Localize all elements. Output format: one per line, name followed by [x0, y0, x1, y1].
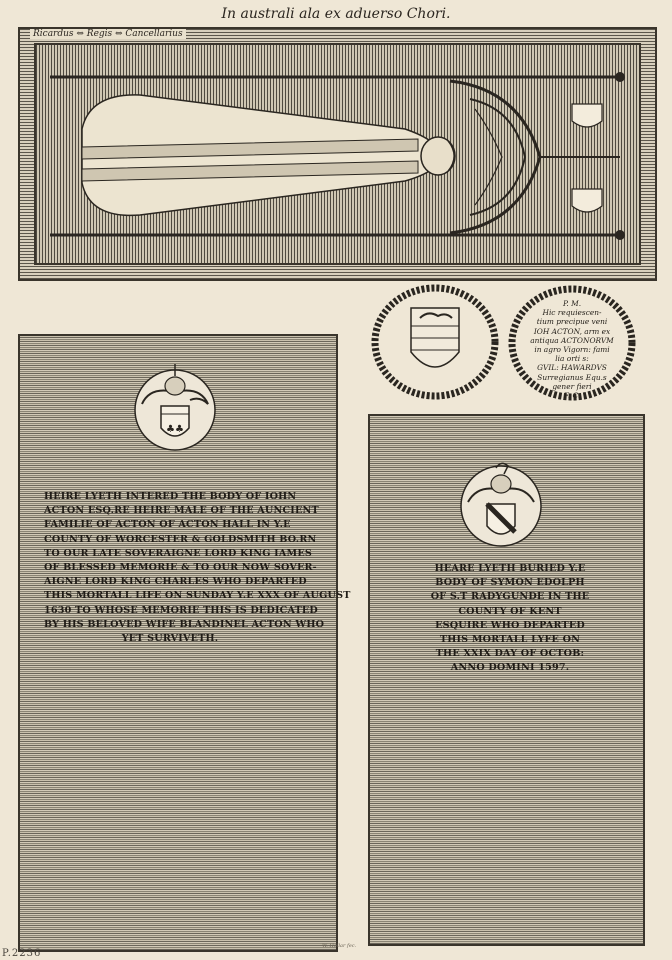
epitaph-line: ANNO DOMINI 1597.: [450, 662, 570, 674]
canopy-arch-inner: [470, 99, 525, 215]
svg-text:♣♣: ♣♣: [166, 424, 184, 435]
epitaph-line: COUNTY OF KENT: [458, 605, 562, 617]
wreath-line: F. C.: [563, 391, 581, 401]
plate-title: In australi ala ex aduerso Chori.: [221, 6, 451, 22]
epitaph-line: OF S.T RADYGUNDE IN THE: [430, 591, 590, 603]
wreath-line: lia orti s:: [555, 354, 589, 364]
edolph-epitaph: [410, 562, 610, 676]
wreath-line: in agro Vigorn: fami: [534, 345, 610, 355]
canopy-tracery: [475, 109, 502, 205]
epitaph-line: HEARE LYETH BURIED Y.E: [434, 563, 586, 574]
wreath-line: IOH ACTON, arm ex: [533, 326, 611, 336]
epitaph-line: AIGNE LORD KING CHARLES WHO DEPARTED: [44, 576, 307, 588]
wreath-line: Hic requiescen-: [542, 308, 602, 318]
wreath-line: GVIL: HAWARDVS: [537, 363, 607, 373]
epitaph-line: ACTON ESQ.RE HEIRE MALE OF THE AUNCIENT: [44, 505, 319, 517]
epitaph-line: ESQUIRE WHO DEPARTED: [435, 619, 585, 631]
brass-shield-upper: [572, 104, 602, 127]
helm-icon: [165, 377, 185, 395]
wreath-line: P. M.: [562, 299, 582, 308]
epitaph-line: OF BLESSED MEMORIE & TO OUR NOW SOVER-: [44, 562, 317, 574]
brass-effigy-drawing: [20, 29, 655, 279]
epitaph-line: 1630 TO WHOSE MEMORIE THIS IS DEDICATED: [44, 604, 318, 616]
wreath-line: Surregianus Equ.s: [537, 372, 607, 382]
engraver-signature: W. Hollar fec.: [322, 943, 357, 949]
acton-coat-of-arms: [130, 356, 220, 456]
epitaph-line: HEIRE LYETH INTERED THE BODY OF IOHN: [44, 491, 297, 502]
epitaph-line: YET SURVIVETH.: [121, 633, 219, 645]
epitaph-line: TO OUR LATE SOVERAIGNE LORD KING IAMES: [44, 547, 312, 559]
wreath-line: gener fieri: [552, 381, 592, 391]
edolph-coat-of-arms: [456, 452, 546, 552]
brass-border-inscription: Ricardus ⇔ Regis ⇔ Cancellarius: [30, 29, 186, 39]
epitaph-line: BY HIS BELOVED WIFE BLANDINEL ACTON WHO: [44, 618, 325, 630]
epitaph-line: THE XXIX DAY OF OCTOB:: [435, 648, 585, 660]
epitaph-line: COUNTY OF WORCESTER & GOLDSMITH BO.RN: [44, 533, 317, 545]
heraldic-wreath-left: [368, 282, 502, 402]
acton-epitaph: [44, 490, 351, 646]
canopy-arch-outer: [450, 81, 540, 233]
pole-finial-bottom: [615, 230, 625, 240]
epitaph-line: THIS MORTALL LIFE ON SUNDAY Y.E XXX OF AUGUST: [44, 590, 351, 602]
pole-finial-top: [615, 72, 625, 82]
wreath-inscription: [505, 299, 639, 400]
monumental-brass-panel: [18, 27, 657, 281]
epitaph-line: BODY OF SYMON EDOLPH: [435, 577, 585, 589]
wreath-line: tium precipue veni: [536, 317, 608, 327]
helm-icon: [491, 475, 511, 493]
brass-shield-lower: [572, 189, 602, 212]
epitaph-line: FAMILIE OF ACTON OF ACTON HALL IN Y.E: [44, 519, 291, 531]
inscription-wreath-right: [505, 283, 639, 403]
epitaph-line: THIS MORTALL LYFE ON: [439, 634, 581, 646]
wreath-line: antiqua ACTONORVM: [530, 335, 614, 345]
catalog-number: P.2236: [2, 948, 42, 959]
edolph-memorial-tablet: [368, 414, 645, 946]
